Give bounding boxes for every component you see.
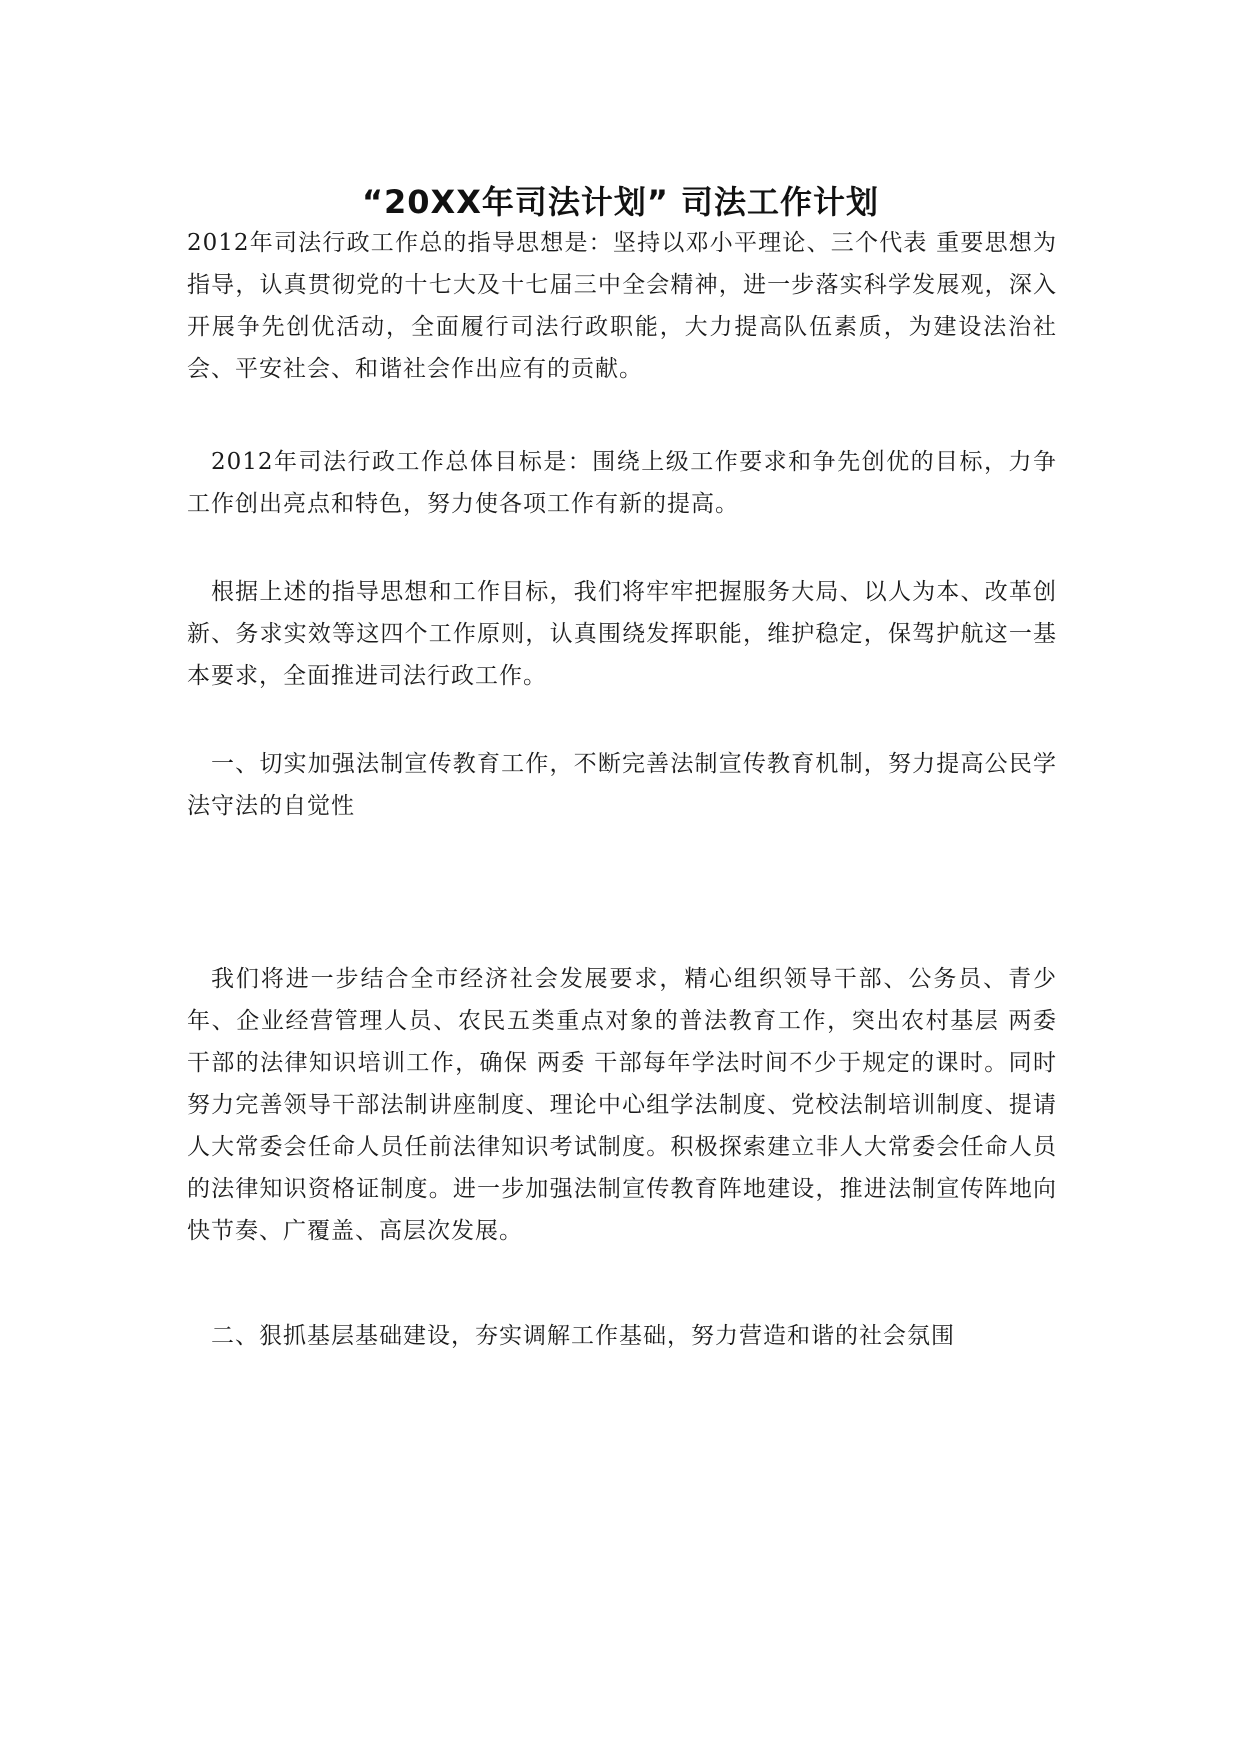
section-heading-two: 二、狠抓基层基础建设，夯实调解工作基础，努力营造和谐的社会氛围 — [211, 1323, 955, 1349]
paragraph-legal-education: 我们将进一步结合全市经济社会发展要求，精心组织领导干部、公务员、青少年、企业经营管理人员、农民五类重点对象的普法教育工作，突出农村基层 两委 干部的法律知识培训工作，确保 两委 干部每年学法时间不少于规定的课时。同时努力完善领导干部法制讲座制度、理论中心组学法制度、党校法制培训制度、提请人大常委会任命人员任前法律知识考试制度。积极探索建立非人大常委会任命人员的法律知识资格证制度。进一步加强法制宣传教育阵地建设，推进法制宣传阵地向快节奏、广覆盖、高层次发展。 — [187, 966, 1057, 1244]
paragraph-overall-goal: 2012年司法行政工作总体目标是：围绕上级工作要求和争先创优的目标，力争工作创出亮点和特色，努力使各项工作有新的提高。 — [187, 449, 1057, 517]
section-heading-one: 一、切实加强法制宣传教育工作，不断完善法制宣传教育机制，努力提高公民学法守法的自觉性 — [187, 751, 1057, 819]
document-title: “20XX年司法计划” 司法工作计划 — [361, 183, 880, 221]
paragraph-work-principles: 根据上述的指导思想和工作目标，我们将牢牢把握服务大局、以人为本、改革创新、务求实效等这四个工作原则，认真围绕发挥职能，维护稳定，保驾护航这一基本要求，全面推进司法行政工作。 — [187, 579, 1057, 689]
paragraph-guiding-ideology: 2012年司法行政工作总的指导思想是：坚持以邓小平理论、三个代表 重要思想为指导，认真贯彻党的十七大及十七届三中全会精神，进一步落实科学发展观，深入开展争先创优活动，全面履行司法行政职能，大力提高队伍素质，为建设法治社会、平安社会、和谐社会作出应有的贡献。 — [187, 230, 1057, 382]
